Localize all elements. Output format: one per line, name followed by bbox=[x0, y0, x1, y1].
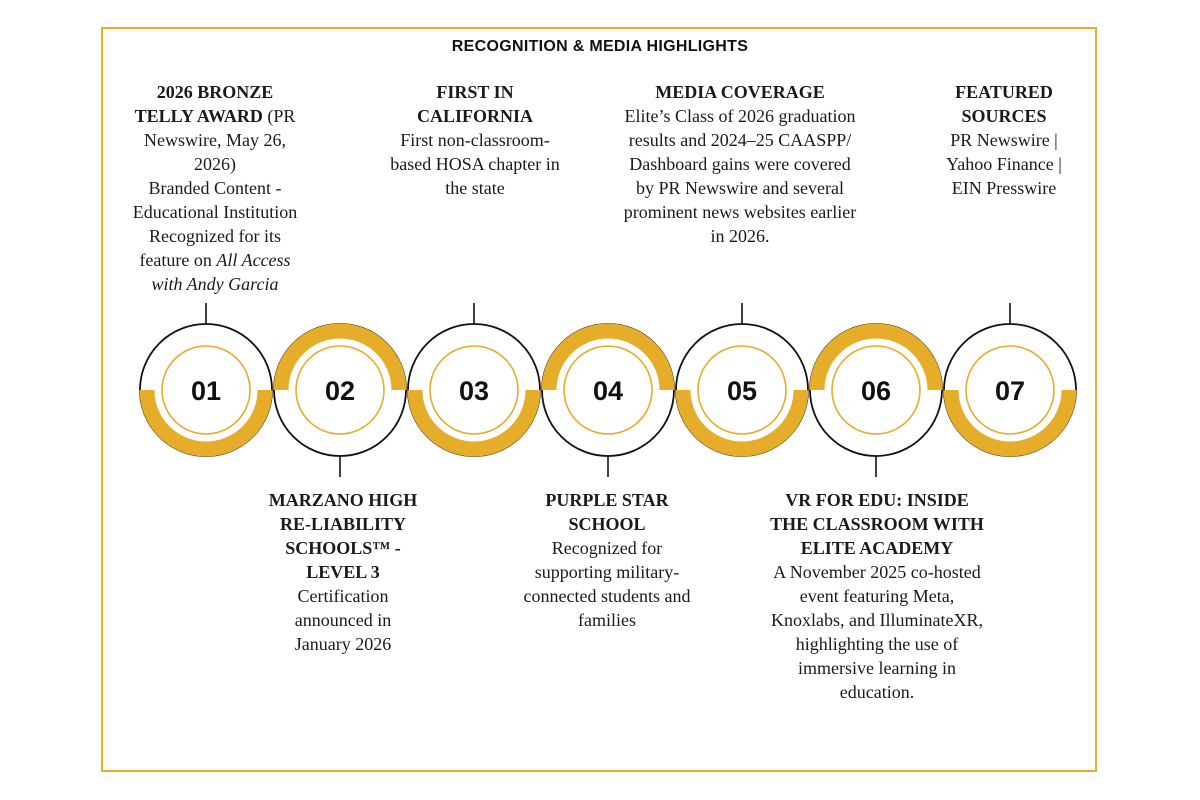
item-02-title: MARZANO HIGH RE-LIABILITY SCHOOLS™ - LEVEL 3 bbox=[268, 490, 418, 582]
item-01-body: Branded Content - Educational Institution Recognized for its feature on bbox=[132, 178, 298, 270]
step-03 bbox=[408, 303, 540, 456]
step-04 bbox=[542, 324, 674, 477]
item-07-body: PR Newswire | Yahoo Finance | EIN Presswire bbox=[946, 130, 1062, 198]
step-number: 01 bbox=[190, 376, 222, 406]
item-01-title-suffix: (PR Newswire, May 26, 2026) bbox=[144, 106, 296, 174]
item-04-title: PURPLE STAR SCHOOL bbox=[545, 490, 669, 534]
item-03-text bbox=[390, 80, 560, 200]
step-02 bbox=[274, 324, 406, 477]
step-number: 07 bbox=[994, 376, 1026, 406]
item-01-title: 2026 BRONZE TELLY AWARD bbox=[134, 82, 274, 126]
step-01 bbox=[140, 303, 272, 456]
step-number: 02 bbox=[324, 376, 356, 406]
item-06-body: A November 2025 co-hosted event featuring Meta, Knoxlabs, and IlluminateXR, highlighting the use of immersive learning in education. bbox=[771, 562, 983, 702]
step-06 bbox=[810, 324, 942, 477]
item-07-title: FEATURED SOURCES bbox=[955, 82, 1053, 126]
step-05 bbox=[676, 303, 808, 456]
item-05-title: MEDIA COVERAGE bbox=[655, 82, 825, 102]
step-number: 06 bbox=[860, 376, 892, 406]
item-05-text bbox=[620, 80, 860, 248]
item-07-text bbox=[930, 80, 1078, 200]
page-title: RECOGNITION & MEDIA HIGHLIGHTS bbox=[451, 38, 749, 55]
item-06-text bbox=[770, 488, 984, 704]
step-number: 04 bbox=[592, 376, 624, 406]
step-number: 05 bbox=[726, 376, 758, 406]
item-01-body-italic: All Access with Andy Garcia bbox=[151, 250, 291, 294]
step-number: 03 bbox=[458, 376, 490, 406]
item-03-title: FIRST IN CALIFORNIA bbox=[416, 82, 533, 126]
item-05-body: Elite’s Class of 2026 graduation results and 2024–25 CAASPP/ Dashboard gains were covered by PR Newswire and several prominent news websites earlier in 2026. bbox=[623, 106, 857, 246]
item-06-title: VR FOR EDU: INSIDE THE CLASSROOM WITH ELITE ACADEMY bbox=[770, 490, 984, 558]
item-04-body: Recognized for supporting military-connected students and families bbox=[523, 538, 691, 630]
item-03-body: First non-classroom-based HOSA chapter in the state bbox=[390, 130, 560, 198]
item-04-text bbox=[522, 488, 692, 632]
item-02-text bbox=[268, 488, 418, 656]
item-01-text bbox=[130, 80, 300, 296]
step-07 bbox=[944, 303, 1076, 456]
item-02-body: Certification announced in January 2026 bbox=[294, 586, 392, 654]
